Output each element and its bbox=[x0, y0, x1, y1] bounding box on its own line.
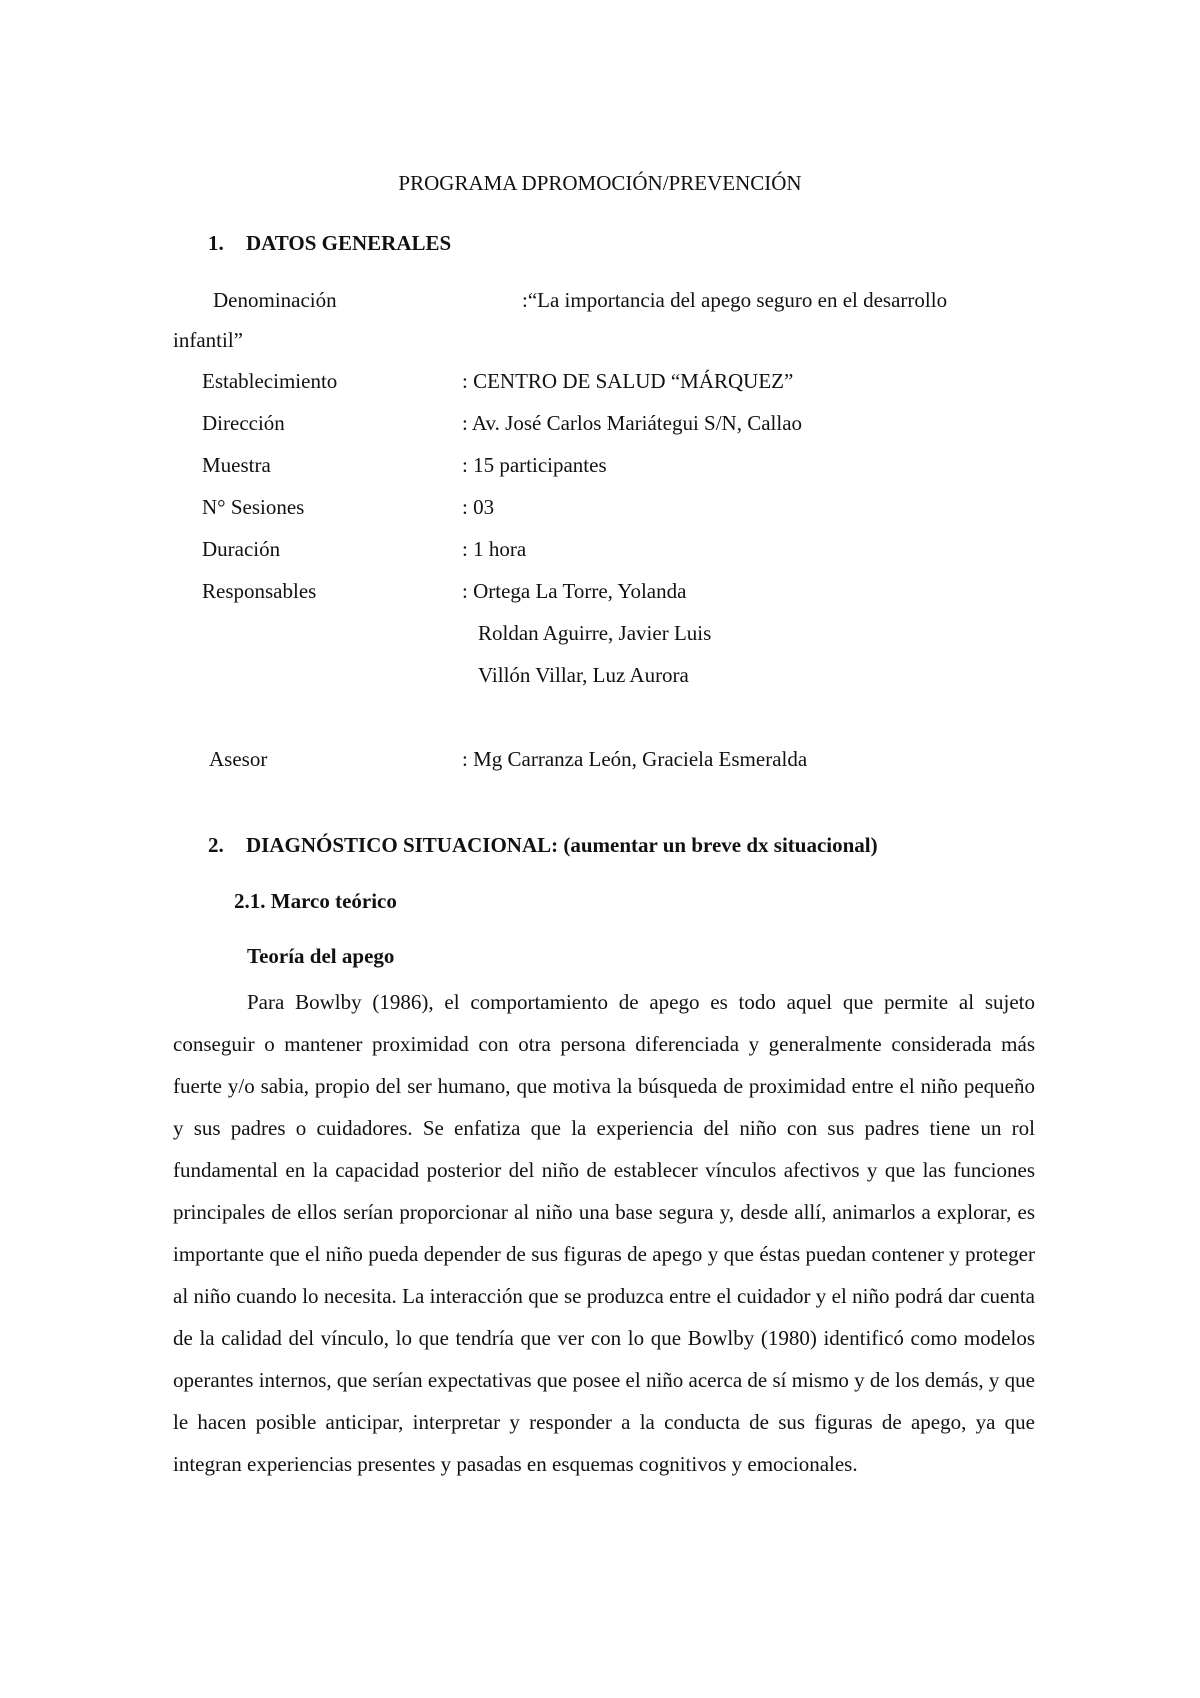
section-2-heading bbox=[208, 830, 878, 860]
section-1-title: DATOS GENERALES bbox=[246, 231, 452, 255]
field-duracion-value: : 1 hora bbox=[462, 537, 527, 561]
teoria-apego-heading: Teoría del apego bbox=[247, 944, 395, 968]
field-denominacion-value-continued: infantil” bbox=[173, 328, 243, 352]
field-muestra-value: : 15 participantes bbox=[462, 453, 607, 477]
section-2-title: DIAGNÓSTICO SITUACIONAL: (aumentar un breve dx situacional) bbox=[246, 833, 878, 857]
field-direccion-label: Dirección bbox=[202, 411, 285, 435]
responsable-item: Roldan Aguirre, Javier Luis bbox=[478, 621, 712, 645]
section-2-number: 2. bbox=[208, 833, 224, 857]
field-denominacion-label: Denominación bbox=[213, 288, 337, 312]
subsection-2-1-heading: 2.1. Marco teórico bbox=[234, 889, 397, 913]
field-asesor-value: : Mg Carranza León, Graciela Esmeralda bbox=[462, 747, 808, 771]
field-establecimiento-value: : CENTRO DE SALUD “MÁRQUEZ” bbox=[462, 369, 794, 393]
responsable-item: Villón Villar, Luz Aurora bbox=[478, 663, 689, 687]
field-sesiones-value: : 03 bbox=[462, 495, 495, 519]
field-denominacion bbox=[213, 285, 1033, 315]
section-1-number: 1. bbox=[208, 231, 224, 255]
responsable-item: : Ortega La Torre, Yolanda bbox=[462, 579, 687, 603]
field-direccion-value: : Av. José Carlos Mariátegui S/N, Callao bbox=[462, 411, 803, 435]
field-asesor-label: Asesor bbox=[209, 747, 268, 771]
teoria-apego-paragraph: Para Bowlby (1986), el comportamiento de apego es todo aquel que permite al sujeto conseguir o mantener proximidad con otra persona diferenciada y generalmente considerada más fuerte y/o sabia, propio del ser humano, que motiva la búsqueda de proximidad entre el niño pequeño y sus padres o cuidadores. Se enfatiza que la experiencia del niño con sus padres tiene un rol fundamental en la capacidad posterior del niño de establecer vínculos afectivos y que las funciones principales de ellos serían proporcionar al niño una base segura y, desde allí, animarlos a explorar, es importante que el niño pueda depender de sus figuras de apego y que éstas puedan contener y proteger al niño cuando lo necesita. La interacción que se produzca entre el cuidador y el niño podrá dar cuenta de la calidad del vínculo, lo que tendría que ver con lo que Bowlby (1980) identificó como modelos operantes internos, que serían expectativas que posee el niño acerca de sí mismo y de los demás, y que le hacen posible anticipar, interpretar y responder a la conducta de sus figuras de apego, ya que integran experiencias presentes y pasadas en esquemas cognitivos y emocionales. bbox=[173, 990, 1035, 1476]
section-1-heading bbox=[208, 228, 451, 258]
field-muestra-label: Muestra bbox=[202, 453, 271, 477]
field-establecimiento-label: Establecimiento bbox=[202, 369, 338, 393]
field-sesiones-label: N° Sesiones bbox=[202, 495, 305, 519]
document-title: PROGRAMA DPROMOCIÓN/PREVENCIÓN bbox=[398, 171, 802, 195]
field-duracion-label: Duración bbox=[202, 537, 281, 561]
field-denominacion-value: :“La importancia del apego seguro en el desarrollo bbox=[522, 288, 948, 312]
field-responsables-label: Responsables bbox=[202, 579, 317, 603]
